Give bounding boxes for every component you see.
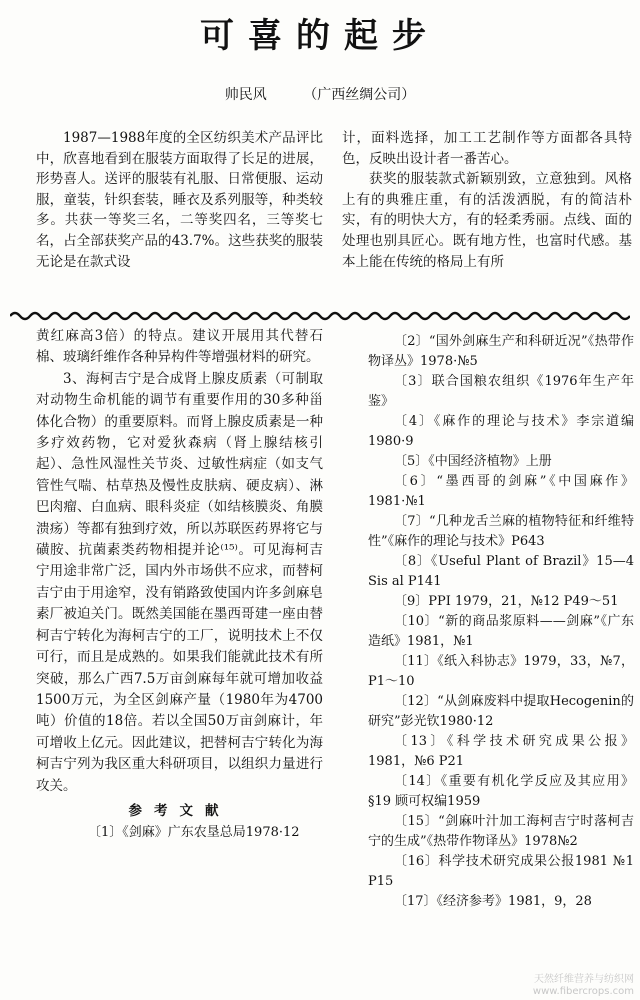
watermark-url: www.fibercrops.com: [532, 986, 634, 997]
top-left-column: [36, 128, 323, 272]
reference-item: 〔4〕《麻作的理论与技术》李宗道编1980·9: [368, 414, 634, 449]
reference-item: 〔1〕《剑麻》广东农垦总局1978·12: [88, 825, 300, 841]
reference-item: 〔5〕《中国经济植物》上册: [394, 454, 552, 469]
references-list: [342, 332, 634, 912]
reference-item: 〔9〕PPI 1979，21，№12 P49～51: [394, 594, 619, 609]
reference-item: 〔13〕《科学技术研究成果公报》1981，№6 P21: [368, 734, 634, 769]
reference-item: 〔3〕联合国粮农组织《1976年生产年鉴》: [368, 374, 634, 409]
top-right-column: [342, 128, 632, 272]
continued-paragraph: 黄红麻高3倍）的特点。建议开展用其代替石棉、玻璃纤维作各种异构件等增强材料的研究。: [36, 328, 323, 366]
author-name: 帅民风: [224, 87, 267, 103]
reference-item: 〔17〕《经济参考》1981，9，28: [394, 894, 592, 909]
reference-item: 〔7〕“几种龙舌兰麻的植物特征和纤维特性”《麻作的理论与技术》P643: [368, 514, 634, 549]
reference-item: 〔12〕“从剑麻废料中提取Hecogenin的研究”彭光钦1980·12: [368, 694, 634, 729]
style-paragraph: 获奖的服装款式新颖别致，立意独到。风格上有的典雅庄重，有的活泼洒脱，有的简洁朴实，有的明快大方，有的轻柔秀丽。点线、面的处理也别具匠心。既有地方性，也富时代感。基本上能在传统的格局上有所: [342, 171, 632, 270]
site-watermark: [533, 974, 634, 998]
reference-item: 〔6〕“墨西哥的剑麻”《中国麻作》1981·№1: [368, 474, 634, 509]
bottom-left-column: [36, 326, 323, 844]
reference-item: 〔10〕“新的商品浆原料——剑麻”《广东造纸》1981，№1: [368, 614, 634, 649]
article-break-divider: [10, 308, 630, 324]
reference-item: 〔2〕“国外剑麻生产和科研近况”《热带作物译丛》1978·№5: [368, 334, 634, 369]
watermark-line: 天然纤维营养与纺织网: [534, 974, 634, 985]
references-heading: 参考文献: [128, 802, 231, 819]
reference-item: 〔16〕科学技术研究成果公报1981 №1 P15: [368, 854, 634, 889]
intro-paragraph: 1987—1988年度的全区纺织美术产品评比中，欣喜地看到在服装方面取得了长足的进展，形势喜人。送评的服装有礼服、日常便服、运动服，童装，针织套装，睡衣及系列服等，种类较多。共获一等奖三名，二等奖四名，三等奖七名，占全部获奖产品的43.7%。这些获奖的服装无论是在款式设: [36, 130, 323, 270]
author-affiliation: （广西丝绸公司）: [303, 87, 416, 103]
continued-paragraph: 计，面料选择，加工工艺制作等方面都各具特色，反映出设计者一番苦心。: [342, 130, 632, 167]
reference-item: 〔15〕“剑麻叶汁加工海柯吉宁时落柯吉宁的生成”《热带作物译丛》1978№2: [368, 814, 634, 849]
article-title: 可喜的起步: [200, 16, 440, 56]
author-line: [0, 84, 640, 104]
reference-item: 〔11〕《纸入科协志》1979，33，№7，P1～10: [368, 654, 634, 689]
hecogenin-paragraph: 3、海柯吉宁是合成肾上腺皮质素（可制取对动物生命机能的调节有重要作用的30多种甾体化合物）的重要原料。而肾上腺皮质素是一种多疗效药物，它对爱狄森病（肾上腺结核引起）、急性风湿性关节炎、过敏性病症（如支气管性气喘、枯草热及慢性皮肤病、硬皮病）、淋巴肉瘤、白血病、眼科炎症（如结核膜炎、角膜溃疡）等都有独到疗效，所以苏联医药界将它与磺胺、抗菌素类药物相提并论⁽¹⁵⁾。可见海柯吉宁用途非常广泛，国内外市场供不应求，而替柯吉宁由于用途窄，没有销路致使国内许多剑麻皂素厂被迫关门。既然美国能在墨西哥建一座由替柯吉宁转化为海柯吉宁的工厂，说明技术上不仅可行，而且是成熟的。如果我们能就此技术有所突破，那么广西7.5万亩剑麻每年就可增加收益1500万元，为全区剑麻产量（1980年为4700吨）价值的18倍。若以全国50万亩剑麻计，年可增收上亿元。因此建议，把替柯吉宁转化为海柯吉宁列为我区重大科研项目，以组织力量进行攻关。: [36, 370, 323, 794]
reference-item: 〔8〕《Useful Plant of Brazil》15—4 Sis al P141: [368, 554, 634, 589]
reference-item: 〔14〕《重要有机化学反应及其应用》§19 顾可权编1959: [368, 774, 634, 809]
